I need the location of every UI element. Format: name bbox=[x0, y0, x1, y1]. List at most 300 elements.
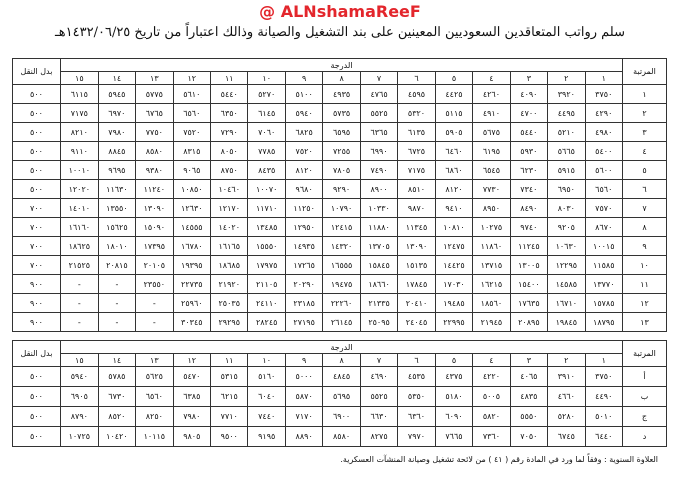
salary-cell: ٥٢٧٠ bbox=[248, 85, 285, 104]
salary-cell: ٢١٣٣٥ bbox=[360, 294, 397, 313]
degree-number: ١١ bbox=[211, 72, 248, 85]
salary-cell: ١٤٠٢٠ bbox=[211, 218, 248, 237]
table-row bbox=[13, 387, 667, 407]
salary-cell: ٨٨٩٠ bbox=[285, 427, 322, 447]
salary-cell: ٤٤٢٥ bbox=[435, 85, 472, 104]
rank-cell: ب bbox=[623, 387, 667, 407]
salary-cell: ٩٢٠٥ bbox=[548, 218, 585, 237]
table-row bbox=[13, 218, 667, 237]
salary-cell: ٧٥٧٠ bbox=[585, 199, 622, 218]
salary-cell: ٦٩٥٠ bbox=[548, 180, 585, 199]
salary-cell: ٤٢٩٠ bbox=[585, 104, 622, 123]
salary-cell: ٧٠٥٠ bbox=[510, 427, 547, 447]
salary-cell: ١٩٤٧٥ bbox=[323, 275, 360, 294]
rank-cell: ٥ bbox=[623, 161, 667, 180]
salary-cell: ٧٩٨٠ bbox=[173, 407, 210, 427]
table-row bbox=[13, 427, 667, 447]
salary-cell: ١٨٦٦٠ bbox=[360, 275, 397, 294]
salary-cell: ٧٤٤٠ bbox=[248, 407, 285, 427]
salary-cell: ٧٢٩٠ bbox=[211, 123, 248, 142]
salary-cell: ٢٥٠٣٥ bbox=[211, 294, 248, 313]
degree-number: ٨ bbox=[323, 354, 360, 367]
rank-cell: ٣ bbox=[623, 123, 667, 142]
salary-cell: ٨٢٧٥ bbox=[360, 427, 397, 447]
salary-cell: ١٠٠٧٠ bbox=[248, 180, 285, 199]
salary-cell: ٢٠٨١٥ bbox=[98, 256, 135, 275]
salary-cell: ٣٠٣٤٥ bbox=[173, 313, 210, 332]
degree-number: ١١ bbox=[211, 354, 248, 367]
salary-cell: ١١٦٣٠ bbox=[98, 180, 135, 199]
salary-cell: ١٦١٦٠ bbox=[61, 218, 99, 237]
salary-cell: ٥٦١٠ bbox=[173, 85, 210, 104]
salary-cell: ٥٦٠٠ bbox=[585, 161, 622, 180]
degree-number: ٩ bbox=[285, 354, 322, 367]
salary-cell: ٤٩٣٥ bbox=[323, 85, 360, 104]
salary-cell: ٨٥٢٠ bbox=[98, 407, 135, 427]
salary-cell: ٦٩٧٠ bbox=[98, 104, 135, 123]
salary-cell: ١٤٥٥٥ bbox=[173, 218, 210, 237]
salary-cell: ١١٨٨٠ bbox=[360, 218, 397, 237]
rank-cell: ٦ bbox=[623, 180, 667, 199]
rank-cell: ١٠ bbox=[623, 256, 667, 275]
salary-cell: ٥٠٠٠ bbox=[285, 367, 322, 387]
salary-cell: - bbox=[98, 275, 135, 294]
salary-cell: ٩٦٩٥ bbox=[98, 161, 135, 180]
salary-cell: ٦٥٤٥ bbox=[473, 161, 510, 180]
salary-cell: ٥٩٤٠ bbox=[285, 104, 322, 123]
salary-cell: ٦٩٠٠ bbox=[323, 407, 360, 427]
salary-cell: ٦٢١٥ bbox=[211, 387, 248, 407]
rank-header: المرتبة bbox=[623, 59, 667, 85]
degree-number: ٤ bbox=[473, 72, 510, 85]
salary-cell: ٤٠٩٠ bbox=[510, 85, 547, 104]
salary-cell: ٨٠٥٠ bbox=[211, 142, 248, 161]
salary-cell: ١٠٨١٠ bbox=[435, 218, 472, 237]
salary-cell: ٥٨٧٠ bbox=[285, 387, 322, 407]
salary-cell: ١٨٥٦٠ bbox=[473, 294, 510, 313]
salary-cell: ٧٩٧٠ bbox=[398, 427, 435, 447]
salary-cell: ١٤٥٨٥ bbox=[548, 275, 585, 294]
salary-cell: ٣٧٥٠ bbox=[585, 85, 622, 104]
salary-cell: ١٠٦٣٠ bbox=[548, 237, 585, 256]
salary-cell: ٧٥٢٠ bbox=[285, 142, 322, 161]
allowance-cell: ٥٠٠ bbox=[13, 367, 61, 387]
salary-cell: ٢٥٠٩٥ bbox=[360, 313, 397, 332]
salary-cell: ١٨٧٩٥ bbox=[585, 313, 622, 332]
degree-number: ٣ bbox=[510, 72, 547, 85]
salary-cell: ٧٢٥٥ bbox=[323, 142, 360, 161]
salary-cell: ٩٦٨٠ bbox=[285, 180, 322, 199]
allowance-cell: ٥٠٠ bbox=[13, 161, 61, 180]
table-row bbox=[13, 85, 667, 104]
salary-cell: ٨٢٥٠ bbox=[136, 407, 173, 427]
degree-number: ٩ bbox=[285, 72, 322, 85]
salary-cell: ١٠٤٦٠ bbox=[211, 180, 248, 199]
salary-cell: ٦٥٩٥ bbox=[323, 123, 360, 142]
salary-cell: ١٠٨٥٠ bbox=[173, 180, 210, 199]
salary-cell: ٦١٤٥ bbox=[248, 104, 285, 123]
rank-cell: ٢ bbox=[623, 104, 667, 123]
salary-cell: ١١٢٤٠ bbox=[136, 180, 173, 199]
salary-cell: ٧١٧٠ bbox=[285, 407, 322, 427]
allowance-cell: ٧٠٠ bbox=[13, 237, 61, 256]
salary-cell: ١٦٧٨٠ bbox=[173, 237, 210, 256]
salary-cell: ٤٢٦٠ bbox=[473, 85, 510, 104]
salary-cell: ٩٧٤٠ bbox=[510, 218, 547, 237]
salary-cell: ٣٩٢٠ bbox=[548, 85, 585, 104]
salary-cell: ٥٢١٠ bbox=[548, 123, 585, 142]
salary-cell: ٥٤٠٠ bbox=[585, 142, 622, 161]
degree-number: ١٢ bbox=[173, 72, 210, 85]
salary-cell: ٤٦٩٠ bbox=[360, 367, 397, 387]
salary-cell: ٥٨٢٠ bbox=[473, 407, 510, 427]
salary-cell: ٨٥٨٠ bbox=[136, 142, 173, 161]
salary-cell: ٦٣٦٥ bbox=[360, 123, 397, 142]
salary-cell: ١٩٣٩٥ bbox=[173, 256, 210, 275]
salary-cell: ٥٥٢٥ bbox=[360, 104, 397, 123]
salary-cell: ٨١٢٠ bbox=[435, 180, 472, 199]
salary-cell: ٩١١٠ bbox=[61, 142, 99, 161]
salary-cell: ٦٩٩٠ bbox=[360, 142, 397, 161]
salary-cell: ١١٣٤٥ bbox=[398, 218, 435, 237]
salary-cell: ٦٧٢٥ bbox=[398, 142, 435, 161]
salary-cell: ٦٤٤٠ bbox=[585, 427, 622, 447]
salary-cell: ٢٣٥٥٠ bbox=[136, 275, 173, 294]
salary-cell: ٥٩٠٥ bbox=[435, 123, 472, 142]
salary-cell: - bbox=[98, 313, 135, 332]
salary-cell: ٨٣١٥ bbox=[173, 142, 210, 161]
salary-cell: ١١٧١٠ bbox=[248, 199, 285, 218]
salary-cell: ١٦٢١٥ bbox=[473, 275, 510, 294]
salary-cell: ٥٩٤٥ bbox=[98, 85, 135, 104]
salary-cell: ٢٢٧٣٥ bbox=[173, 275, 210, 294]
salary-cell: ٢٠٨٩٥ bbox=[510, 313, 547, 332]
degree-number: ١٣ bbox=[136, 72, 173, 85]
salary-cell: ١٧٣٩٥ bbox=[136, 237, 173, 256]
salary-cell: ٦٧٤٥ bbox=[548, 427, 585, 447]
allowance-cell: ٧٠٠ bbox=[13, 199, 61, 218]
salary-cell: ١٣٧١٥ bbox=[473, 256, 510, 275]
table-row bbox=[13, 294, 667, 313]
rank-cell: أ bbox=[623, 367, 667, 387]
salary-cell: ٥٥٥٠ bbox=[510, 407, 547, 427]
table-row bbox=[13, 199, 667, 218]
salary-cell: ١٤٠١٠ bbox=[61, 199, 99, 218]
salary-cell: ١٢٢٩٥ bbox=[548, 256, 585, 275]
salary-cell: ٨٥١٠ bbox=[398, 180, 435, 199]
salary-cell: ٨٩٠٠ bbox=[360, 180, 397, 199]
salary-cell: ١٠٠١٥ bbox=[585, 237, 622, 256]
degree-number: ١٥ bbox=[61, 72, 99, 85]
salary-cell: ٨٦٧٠ bbox=[585, 218, 622, 237]
salary-cell: ٥٥٢٥ bbox=[360, 387, 397, 407]
salary-cell: ٦٨٢٥ bbox=[285, 123, 322, 142]
footnote bbox=[198, 454, 658, 466]
table-row bbox=[13, 256, 667, 275]
degree-number: ٧ bbox=[360, 72, 397, 85]
salary-cell: ٦٢٣٠ bbox=[510, 161, 547, 180]
salary-cell: ٤٦٦٠ bbox=[548, 387, 585, 407]
table-row bbox=[13, 180, 667, 199]
allowance-cell: ٧٠٠ bbox=[13, 256, 61, 275]
salary-cell: ٦٨٦٠ bbox=[435, 161, 472, 180]
degree-number: ٥ bbox=[435, 354, 472, 367]
salary-cell: ٥٧٧٥ bbox=[136, 85, 173, 104]
allowance-cell: ٥٠٠ bbox=[13, 123, 61, 142]
degree-number: ١٤ bbox=[98, 72, 135, 85]
salary-cell: ٧٧٣٠ bbox=[473, 180, 510, 199]
salary-cell: ١٤٩٣٥ bbox=[285, 237, 322, 256]
salary-cell: ٥٤٤٠ bbox=[211, 85, 248, 104]
salary-cell: ٧٨٠٥ bbox=[323, 161, 360, 180]
salary-cell: ١٠٤٢٠ bbox=[98, 427, 135, 447]
table-row bbox=[13, 104, 667, 123]
degree-number: ١٠ bbox=[248, 354, 285, 367]
salary-cell: ١١٢٤٥ bbox=[510, 237, 547, 256]
salary-cell: ١٣٧٠٥ bbox=[360, 237, 397, 256]
salary-cell: ٨١٢٠ bbox=[285, 161, 322, 180]
degree-header: الدرجة bbox=[61, 341, 623, 354]
salary-cell: ١٧٩٧٥ bbox=[248, 256, 285, 275]
rank-header: المرتبة bbox=[623, 341, 667, 367]
salary-cell: ٤٩١٠ bbox=[473, 104, 510, 123]
salary-cell: ١٧٠٣٠ bbox=[435, 275, 472, 294]
salary-cell: ٦٧٦٥ bbox=[136, 104, 173, 123]
salary-cell: ١٥٧٨٥ bbox=[585, 294, 622, 313]
salary-cell: ٢١٥٢٥ bbox=[61, 256, 99, 275]
rank-cell: ٩ bbox=[623, 237, 667, 256]
salary-cell: ٥٠٠٥ bbox=[473, 387, 510, 407]
salary-cell: ٩٥٠٠ bbox=[211, 427, 248, 447]
salary-table-secondary bbox=[12, 340, 667, 447]
salary-cell: ٢٩٢٩٥ bbox=[211, 313, 248, 332]
watermark-handle: @ ALNshamaReeF bbox=[259, 2, 421, 21]
salary-cell: ١٢٤٧٥ bbox=[435, 237, 472, 256]
salary-cell: ٤٥٩٥ bbox=[398, 85, 435, 104]
salary-cell: ٢٢٢٦٠ bbox=[323, 294, 360, 313]
salary-cell: ٧٩٨٠ bbox=[98, 123, 135, 142]
allowance-cell: ٥٠٠ bbox=[13, 387, 61, 407]
salary-cell: ١١٨٦٠ bbox=[473, 237, 510, 256]
salary-cell: ٧٠٦٠ bbox=[248, 123, 285, 142]
salary-cell: ٨٨٤٥ bbox=[98, 142, 135, 161]
salary-cell: ٨٧٥٠ bbox=[211, 161, 248, 180]
salary-cell: ٥٠١٠ bbox=[585, 407, 622, 427]
salary-cell: ٦١٩٥ bbox=[473, 142, 510, 161]
salary-cell: ١٣٠٠٥ bbox=[510, 256, 547, 275]
rank-cell: ٧ bbox=[623, 199, 667, 218]
salary-cell: ٨٤٩٠ bbox=[510, 199, 547, 218]
salary-cell: - bbox=[136, 294, 173, 313]
salary-cell: ١٠٠١٠ bbox=[61, 161, 99, 180]
salary-cell: ٢٥٩٦٠ bbox=[173, 294, 210, 313]
salary-cell: - bbox=[98, 294, 135, 313]
allowance-header: بدل النقل bbox=[13, 59, 61, 85]
rank-cell: ٨ bbox=[623, 218, 667, 237]
salary-cell: ٢٠٤١٠ bbox=[398, 294, 435, 313]
degree-number: ٧ bbox=[360, 354, 397, 367]
salary-cell: ١٤٣٢٠ bbox=[323, 237, 360, 256]
table-row bbox=[13, 275, 667, 294]
salary-cell: ٢١١٠٥ bbox=[248, 275, 285, 294]
salary-cell: ٦٧٣٠ bbox=[98, 387, 135, 407]
table-row bbox=[13, 142, 667, 161]
salary-cell: ٦٥٦٠ bbox=[136, 387, 173, 407]
salary-table-main bbox=[12, 58, 667, 332]
allowance-cell: ٥٠٠ bbox=[13, 85, 61, 104]
rank-cell: ١ bbox=[623, 85, 667, 104]
table-row bbox=[13, 313, 667, 332]
allowance-cell: ٥٠٠ bbox=[13, 407, 61, 427]
salary-cell: ٧٧٥٠ bbox=[136, 123, 173, 142]
salary-cell: ٥٩٤٠ bbox=[61, 367, 99, 387]
salary-cell: ٦٣٨٥ bbox=[173, 387, 210, 407]
salary-cell: ٩٨٠٥ bbox=[173, 427, 210, 447]
allowance-cell: ٥٠٠ bbox=[13, 104, 61, 123]
salary-cell: ٧١٧٥ bbox=[398, 161, 435, 180]
salary-cell: ٨٧٩٠ bbox=[61, 407, 99, 427]
salary-cell: ٣٧٥٠ bbox=[585, 367, 622, 387]
salary-cell: ٩٠٦٥ bbox=[173, 161, 210, 180]
degree-number: ٥ bbox=[435, 72, 472, 85]
rank-cell: ج bbox=[623, 407, 667, 427]
salary-cell: ٢٧١٩٥ bbox=[285, 313, 322, 332]
degree-number: ٨ bbox=[323, 72, 360, 85]
salary-cell: - bbox=[136, 313, 173, 332]
salary-cell: ٤٤٩٠ bbox=[585, 387, 622, 407]
salary-cell: ١٨٠١٠ bbox=[98, 237, 135, 256]
salary-cell: ١٢٦٣٠ bbox=[173, 199, 210, 218]
salary-cell: ٩١٩٥ bbox=[248, 427, 285, 447]
salary-cell: ٦٣٦٠ bbox=[398, 407, 435, 427]
salary-cell: ٥٦٢٥ bbox=[136, 367, 173, 387]
degree-number: ٦ bbox=[398, 354, 435, 367]
salary-cell: ٨٤٣٥ bbox=[248, 161, 285, 180]
salary-cell: ٩٤١٠ bbox=[435, 199, 472, 218]
salary-cell: ١٩٨٤٥ bbox=[548, 313, 585, 332]
salary-cell: ٥٤٧٠ bbox=[173, 367, 210, 387]
salary-cell: ١٣٠٩٠ bbox=[136, 199, 173, 218]
salary-cell: ٣٩١٠ bbox=[548, 367, 585, 387]
salary-cell: ٧٣٦٠ bbox=[473, 427, 510, 447]
salary-cell: ٥١٨٠ bbox=[435, 387, 472, 407]
salary-cell: ٥٩١٥ bbox=[548, 161, 585, 180]
salary-cell: ٤٧٦٥ bbox=[360, 85, 397, 104]
salary-cell: ٧٧٨٥ bbox=[248, 142, 285, 161]
salary-cell: ١٠٣٣٠ bbox=[360, 199, 397, 218]
salary-cell: ١٢١٧٠ bbox=[211, 199, 248, 218]
salary-cell: ٥١١٥ bbox=[435, 104, 472, 123]
salary-cell: ٥٣٥٠ bbox=[398, 387, 435, 407]
salary-cell: ١٥٦٢٥ bbox=[98, 218, 135, 237]
rank-cell: د bbox=[623, 427, 667, 447]
degree-number: ٤ bbox=[473, 354, 510, 367]
salary-cell: ٢٤١١٠ bbox=[248, 294, 285, 313]
degree-number: ١ bbox=[585, 354, 622, 367]
salary-cell: ١٠٢٧٥ bbox=[473, 218, 510, 237]
salary-cell: ١٧٢٦٥ bbox=[285, 256, 322, 275]
salary-cell: ٤٥٣٥ bbox=[398, 367, 435, 387]
salary-cell: ١٣٧٧٠ bbox=[585, 275, 622, 294]
salary-cell: ١٣٥٥٠ bbox=[98, 199, 135, 218]
salary-cell: ٨٩٥٠ bbox=[473, 199, 510, 218]
salary-cell: ١٦٧١٠ bbox=[548, 294, 585, 313]
salary-cell: ٧٧١٠ bbox=[211, 407, 248, 427]
salary-cell: ١٣٠٩٠ bbox=[398, 237, 435, 256]
salary-cell: ٢٨٢٤٥ bbox=[248, 313, 285, 332]
salary-cell: ٨٥٨٠ bbox=[323, 427, 360, 447]
salary-cell: ١٧٨٤٥ bbox=[398, 275, 435, 294]
salary-cell: ٥٦٦٥ bbox=[548, 142, 585, 161]
degree-number: ٢ bbox=[548, 72, 585, 85]
salary-cell: ٤٢٢٠ bbox=[473, 367, 510, 387]
degree-number: ٦ bbox=[398, 72, 435, 85]
degree-number: ٢ bbox=[548, 354, 585, 367]
salary-cell: ٧٤٩٠ bbox=[360, 161, 397, 180]
salary-cell: ٥٦٧٥ bbox=[473, 123, 510, 142]
salary-cell: ١٥٨٤٥ bbox=[360, 256, 397, 275]
salary-cell: ١٨٦٢٥ bbox=[61, 237, 99, 256]
allowance-cell: ٥٠٠ bbox=[13, 427, 61, 447]
salary-cell: ٨٢١٠ bbox=[61, 123, 99, 142]
allowance-cell: ٩٠٠ bbox=[13, 275, 61, 294]
salary-cell: ١٠٧٩٠ bbox=[323, 199, 360, 218]
salary-cell: ٤٨٤٥ bbox=[323, 367, 360, 387]
salary-cell: ٦٥٦٠ bbox=[585, 180, 622, 199]
salary-cell: ٥١٦٠ bbox=[248, 367, 285, 387]
salary-cell: ١٧٦٣٥ bbox=[510, 294, 547, 313]
allowance-header: بدل النقل bbox=[13, 341, 61, 367]
salary-cell: ٧١٧٥ bbox=[61, 104, 99, 123]
salary-cell: ٩٨٧٠ bbox=[398, 199, 435, 218]
salary-cell: ٥٧٨٥ bbox=[98, 367, 135, 387]
salary-cell: ١٠١١٥ bbox=[136, 427, 173, 447]
salary-cell: ٤٠٦٥ bbox=[510, 367, 547, 387]
salary-cell: ١٥١٣٥ bbox=[398, 256, 435, 275]
allowance-cell: ٥٠٠ bbox=[13, 180, 61, 199]
salary-cell: ٩٣٨٠ bbox=[136, 161, 173, 180]
salary-cell: ٥٣٢٠ bbox=[398, 104, 435, 123]
salary-cell: ١١٢٥٠ bbox=[285, 199, 322, 218]
table-row bbox=[13, 367, 667, 387]
salary-cell: ١٢٩٥٠ bbox=[285, 218, 322, 237]
salary-cell: ١٥٤٠٠ bbox=[510, 275, 547, 294]
degree-number: ١٤ bbox=[98, 354, 135, 367]
table-row bbox=[13, 407, 667, 427]
salary-cell: ١٥٠٩٠ bbox=[136, 218, 173, 237]
salary-cell: ٢٣١٨٥ bbox=[285, 294, 322, 313]
salary-cell: ٦٣٥٠ bbox=[211, 104, 248, 123]
salary-cell: ٤٩٨٠ bbox=[585, 123, 622, 142]
salary-cell: ٤٣٧٥ bbox=[435, 367, 472, 387]
degree-number: ٣ bbox=[510, 354, 547, 367]
salary-cell: ٤٤٩٥ bbox=[548, 104, 585, 123]
salary-cell: ١٦٥٥٥ bbox=[323, 256, 360, 275]
salary-cell: ٢١٩٢٠ bbox=[211, 275, 248, 294]
salary-cell: ٦٥٦٠ bbox=[173, 104, 210, 123]
table-row bbox=[13, 123, 667, 142]
salary-cell: ٥٧٣٥ bbox=[323, 104, 360, 123]
salary-cell: ٥٢٨٠ bbox=[548, 407, 585, 427]
rank-cell: ١٢ bbox=[623, 294, 667, 313]
degree-number: ١٢ bbox=[173, 354, 210, 367]
allowance-cell: ٩٠٠ bbox=[13, 313, 61, 332]
salary-cell: ١٠٧٢٥ bbox=[61, 427, 99, 447]
degree-number: ١٥ bbox=[61, 354, 99, 367]
rank-cell: ٤ bbox=[623, 142, 667, 161]
page-title: سلم رواتب المتعاقدين السعوديين المعينين على بند التشغيل والصيانة وذالك اعتباراً من تاريخ ١٤٣٢/٠٦/٢٥هـ bbox=[55, 25, 625, 40]
allowance-cell: ٥٠٠ bbox=[13, 142, 61, 161]
